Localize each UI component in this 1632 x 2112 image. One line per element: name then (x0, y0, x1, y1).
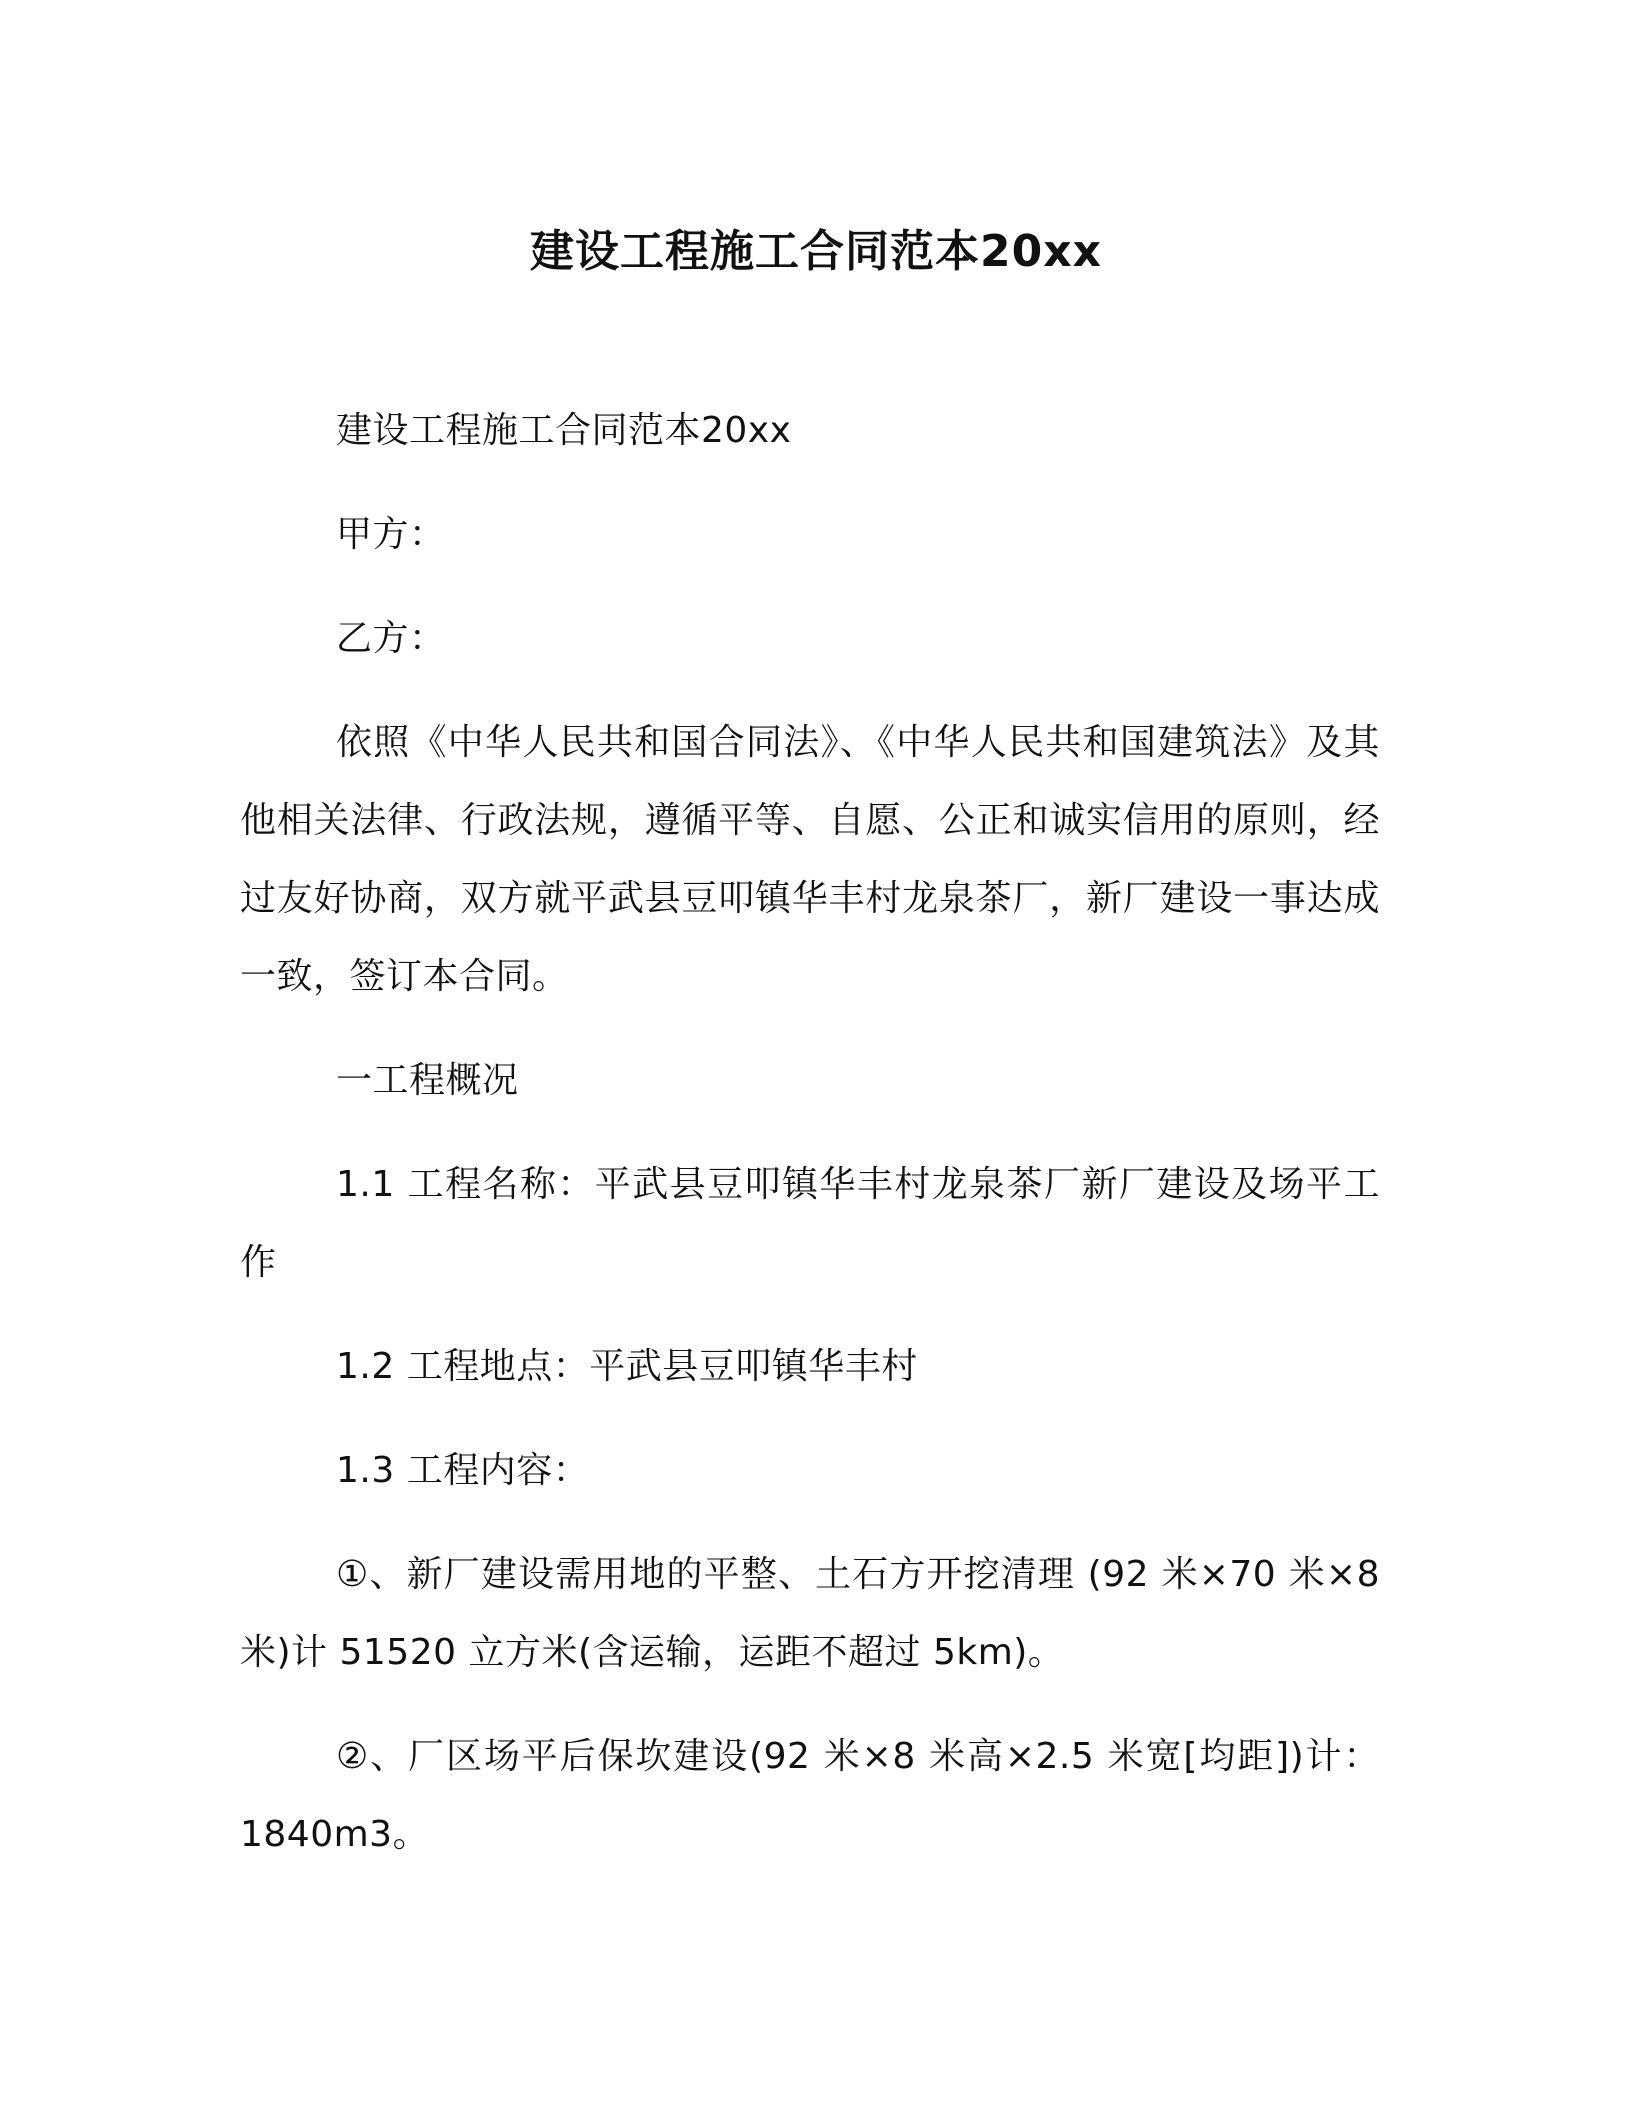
project-name-paragraph: 1.1 工程名称：平武县豆叩镇华丰村龙泉茶厂新厂建设及场平工作 (240, 1164, 1380, 1283)
document-body (240, 392, 1380, 1900)
preamble-paragraph: 依照《中华人民共和国合同法》、《中华人民共和国建筑法》及其他相关法律、行政法规，遵循平等、自愿、公正和诚实信用的原则，经过友好协商，双方就平武县豆叩镇华丰村龙泉茶厂，新厂建设一事达成一致，签订本合同。 (240, 722, 1380, 997)
document-title: 建设工程施工合同范本20xx (530, 226, 1102, 277)
project-location-paragraph: 1.2 工程地点：平武县豆叩镇华丰村 (336, 1346, 918, 1387)
content-item-2: ②、厂区场平后保坎建设(92 米×8 米高×2.5 米宽[均距])计：1840m3。 (240, 1736, 1380, 1855)
project-content-heading: 1.3 工程内容： (336, 1450, 590, 1491)
subtitle-paragraph: 建设工程施工合同范本20xx (336, 410, 792, 451)
section-heading: 一工程概况 (336, 1060, 519, 1101)
content-item-1: ①、新厂建设需用地的平整、土石方开挖清理 (92 米×70 米×8 米)计 51520 立方米(含运输，运距不超过 5km)。 (240, 1554, 1380, 1673)
party-a-line: 甲方： (336, 514, 446, 555)
party-b-line: 乙方： (336, 618, 446, 659)
